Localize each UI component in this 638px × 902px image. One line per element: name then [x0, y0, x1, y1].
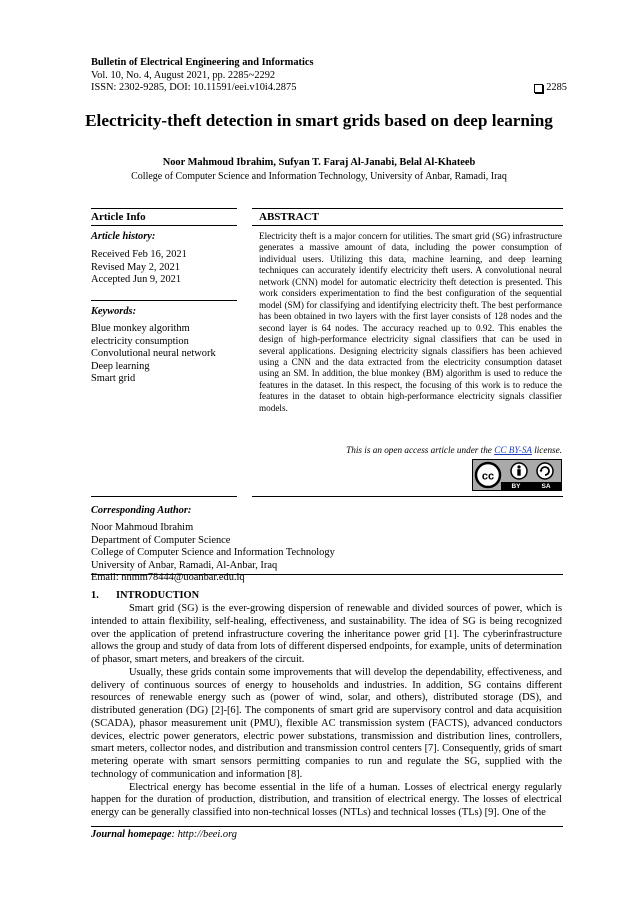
history-revised: Revised May 2, 2021 [91, 261, 180, 273]
divider [91, 300, 237, 301]
journal-header [91, 57, 567, 95]
issn-doi: ISSN: 2302-9285, DOI: 10.11591/eei.v10i4.2875 [91, 82, 297, 94]
corresponding-email: Email: nnmm78444@uoanbar.edu.iq [91, 572, 245, 584]
history-list [91, 249, 187, 287]
abstract-text: Electricity theft is a major concern for utilities. The smart grid (SG) infrastructure generates a massive amount of data, including the power consumption of individual users. Utilizing this data, machine learning, and deep learning techniques can accurately identify electricity theft users. A convolutional neural network (CNN) model for automatic electricity theft detection is presented. This work considers experimentation to find the best configuration of the sequential model (SM) for classifying and identifying electricity theft. The best performance has been obtained in two layers with the first layer consists of 128 nodes and the second layer is 64 nodes. The accuracy reached up to 0.92. This enables the design of high-performance electricity signal classifiers that can be used in several applications. Designing electricity signals classifiers has been achieved using a CNN and the data extracted from the electricity consumption dataset using an SM. In addition, the blue monkey (BM) algorithm is used to reduce the features in the dataset. In this respect, the focusing of this work is to reduce the features in the dataset to obtain high-performance electricity signals classifier models. [259, 231, 562, 413]
journal-name: Bulletin of Electrical Engineering and Informatics [91, 57, 314, 68]
homepage-label: Journal homepage [91, 829, 172, 840]
license-notice [259, 445, 562, 455]
corresponding-college: College of Computer Science and Information Technology [91, 547, 335, 559]
cc-by-sa-badge[interactable] [472, 459, 562, 491]
history-heading: Article history: [91, 231, 156, 242]
abstract-heading: ABSTRACT [259, 211, 319, 223]
section-number: 1. [91, 590, 99, 601]
keyword: Convolutional neural network [91, 348, 216, 360]
svg-text:cc: cc [481, 470, 495, 483]
author-list: Noor Mahmoud Ibrahim, Sufyan T. Faraj Al-Janabi, Belal Al-Khateeb [162, 157, 476, 168]
paragraph: Smart grid (SG) is the ever-growing dispersion of renewable and divided sources of power, which is intended to attain flexibility, self-healing, effectiveness, and sustainability. The idea of SG is being recognized over the application of pretend infrastructure covering the inheritance power grid [1]. The cyberinfrastructure allows the group and study of data from lots of different dispersed endpoints, for example, units of determination of phasor, smart meters, and breakers of the circuit. [91, 603, 562, 665]
divider [91, 496, 237, 497]
footer-rule [91, 826, 563, 827]
history-accepted: Accepted Jun 9, 2021 [91, 274, 182, 286]
keywords-heading: Keywords: [91, 306, 137, 317]
affiliation: College of Computer Science and Information Technology, University of Anbar, Ramadi, Iraq [131, 171, 507, 182]
paragraph: Electrical energy has become essential in the life of a human. Losses of electrical energy regularly happen for the duration of production, distribution, and transition of electrical energy. The losses of electrical energy can be generally classified into non-technical losses (NTLs) and technical losses (TLs) [9]. One of the [91, 781, 562, 818]
divider [252, 496, 563, 497]
keywords-list [91, 323, 216, 386]
paper-title: Electricity-theft detection in smart grids based on deep learning [85, 111, 553, 130]
page-number-block [534, 82, 567, 95]
keyword: Blue monkey algorithm [91, 323, 190, 334]
corresponding-university: University of Anbar, Ramadi, Al-Anbar, Iraq [91, 559, 278, 571]
box-icon [534, 84, 543, 93]
section-heading [91, 590, 199, 601]
keyword: electricity consumption [91, 335, 189, 347]
divider [91, 574, 563, 575]
divider [252, 225, 563, 226]
badge-strip [501, 482, 561, 490]
section-title: INTRODUCTION [116, 590, 200, 601]
homepage-url[interactable]: : http://beei.org [171, 829, 237, 840]
divider [91, 208, 237, 209]
corresponding-department: Department of Computer Science [91, 534, 231, 546]
keyword: Smart grid [91, 373, 136, 385]
paragraph: Usually, these grids contain some improvements that will develop the dependability, effectiveness, and delivery of continuous sources of energy to households and industries. In addition, SG contains different resources of renewable energy such as (power of wind, solar, and others), distributed storage (DS), and distributed generation (DG) [2]-[6]. The components of smart grid are supervisory control and data acquisition (SCADA), phasor measurement unit (PMU), flexible AC transmission system (FACTS), advanced conductors devices, electric power generators, electric power substations, transmission and distribution lines, controllers, smart meters, collector nodes, and distribution and transmission control centers [7]. Consequently, grids of smart metering operate with smart sensors permitting companies to run and regulate the SG, supplied with the technology of communication and information [8]. [91, 666, 562, 780]
corresponding-name: Noor Mahmoud Ibrahim [91, 522, 194, 533]
section-body [91, 603, 562, 820]
corresponding-details [91, 522, 335, 585]
journal-homepage [91, 829, 237, 840]
corresponding-heading: Corresponding Author: [91, 505, 192, 516]
divider [252, 208, 563, 209]
article-info-heading: Article Info [91, 211, 146, 223]
keyword: Deep learning [91, 360, 150, 372]
badge-sa-label: SA [541, 482, 551, 490]
license-suffix: license. [531, 445, 562, 455]
page-number: 2285 [546, 82, 567, 94]
divider [91, 225, 237, 226]
license-link[interactable]: CC BY-SA [494, 445, 532, 455]
history-received: Received Feb 16, 2021 [91, 249, 187, 260]
volume-info: Vol. 10, No. 4, August 2021, pp. 2285~2292 [91, 69, 276, 81]
license-prefix: This is an open access article under the [346, 445, 495, 455]
badge-by-label: BY [511, 482, 521, 490]
